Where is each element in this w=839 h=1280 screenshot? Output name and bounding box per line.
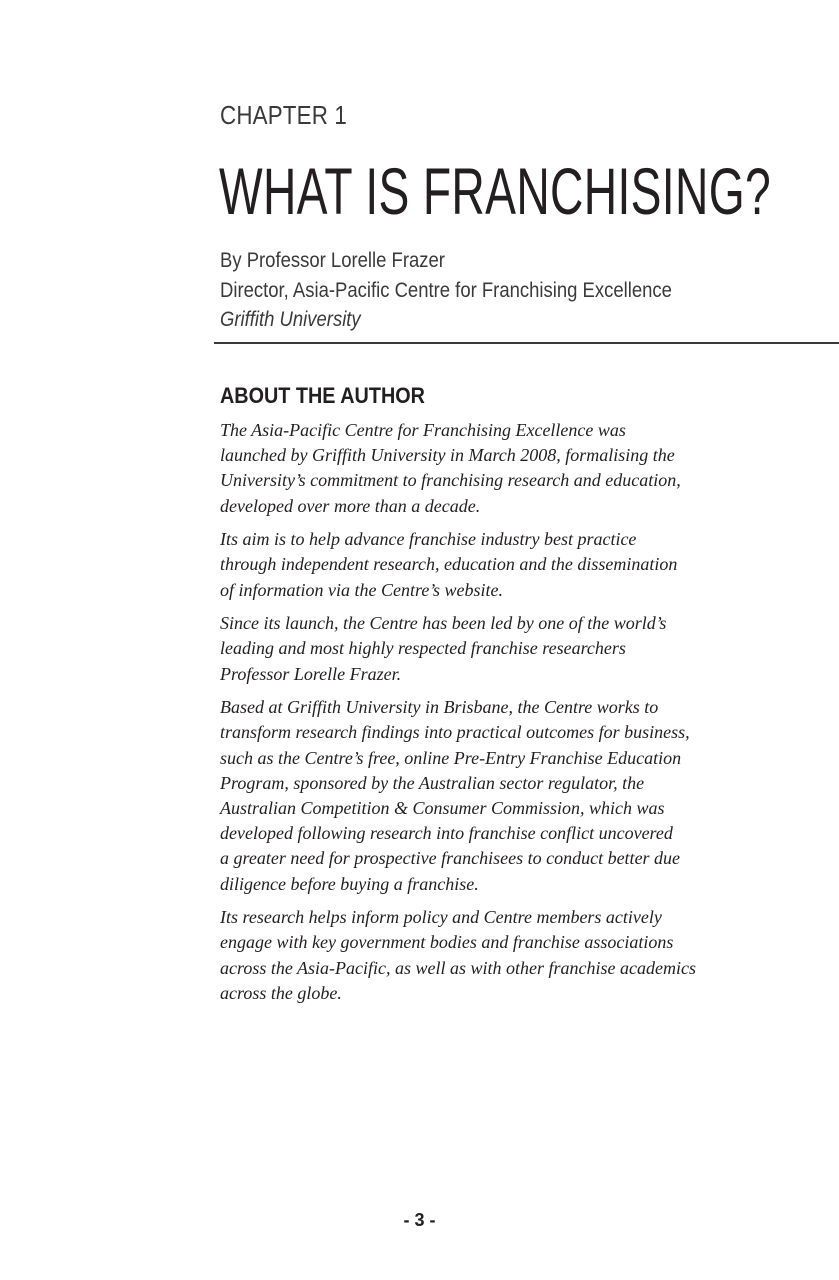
text-line: across the globe. bbox=[220, 982, 342, 1003]
text-line: Its aim is to help advance franchise industry best practice bbox=[220, 529, 637, 550]
text-line: leading and most highly respected franchise researchers bbox=[220, 638, 626, 659]
chapter-title: WHAT IS FRANCHISING? bbox=[219, 154, 772, 228]
text-line: engage with key government bodies and franchise associations bbox=[220, 932, 674, 953]
text-line: developed following research into franchise conflict uncovered bbox=[220, 823, 673, 844]
text-line: of information via the Centre’s website. bbox=[220, 579, 503, 600]
text-line: Since its launch, the Centre has been led by one of the world’s bbox=[220, 613, 667, 634]
text-line: Australian Competition & Consumer Commission, which was bbox=[220, 798, 665, 819]
text-line: The Asia-Pacific Centre for Franchising Excellence was bbox=[220, 420, 626, 440]
section-heading: ABOUT THE AUTHOR bbox=[220, 383, 425, 408]
about-body bbox=[220, 418, 760, 1014]
text-line: University’s commitment to franchising research and education, bbox=[220, 470, 681, 491]
byline-role: Director, Asia-Pacific Centre for Franchising Excellence bbox=[220, 278, 672, 302]
text-line: launched by Griffith University in March 2008, formalising the bbox=[220, 445, 675, 466]
chapter-label: CHAPTER 1 bbox=[220, 100, 348, 130]
text-line: Program, sponsored by the Australian sector regulator, the bbox=[220, 772, 645, 793]
text-line: Based at Griffith University in Brisbane, the Centre works to bbox=[220, 697, 659, 718]
page-number: - 3 - bbox=[403, 1210, 436, 1230]
text-line: transform research findings into practical outcomes for business, bbox=[220, 722, 690, 743]
text-line: developed over more than a decade. bbox=[220, 495, 481, 516]
text-line: across the Asia-Pacific, as well as with other franchise academics bbox=[220, 957, 696, 978]
text-line: diligence before buying a franchise. bbox=[220, 873, 479, 894]
text-line: through independent research, education and the dissemination bbox=[220, 554, 678, 575]
about-paragraph bbox=[220, 527, 760, 603]
about-paragraph bbox=[220, 418, 760, 519]
byline bbox=[220, 246, 672, 335]
text-line: a greater need for prospective franchisees to conduct better due bbox=[220, 848, 681, 869]
byline-author: By Professor Lorelle Frazer bbox=[220, 249, 445, 272]
byline-affiliation: Griffith University bbox=[220, 308, 361, 331]
text-line: such as the Centre’s free, online Pre-Entry Franchise Education bbox=[220, 747, 682, 768]
about-paragraph bbox=[220, 611, 760, 687]
text-line: Its research helps inform policy and Centre members actively bbox=[220, 907, 662, 928]
text-line: Professor Lorelle Frazer. bbox=[220, 663, 402, 684]
about-paragraph bbox=[220, 695, 760, 897]
section-divider bbox=[214, 342, 839, 344]
about-paragraph bbox=[220, 905, 760, 1006]
